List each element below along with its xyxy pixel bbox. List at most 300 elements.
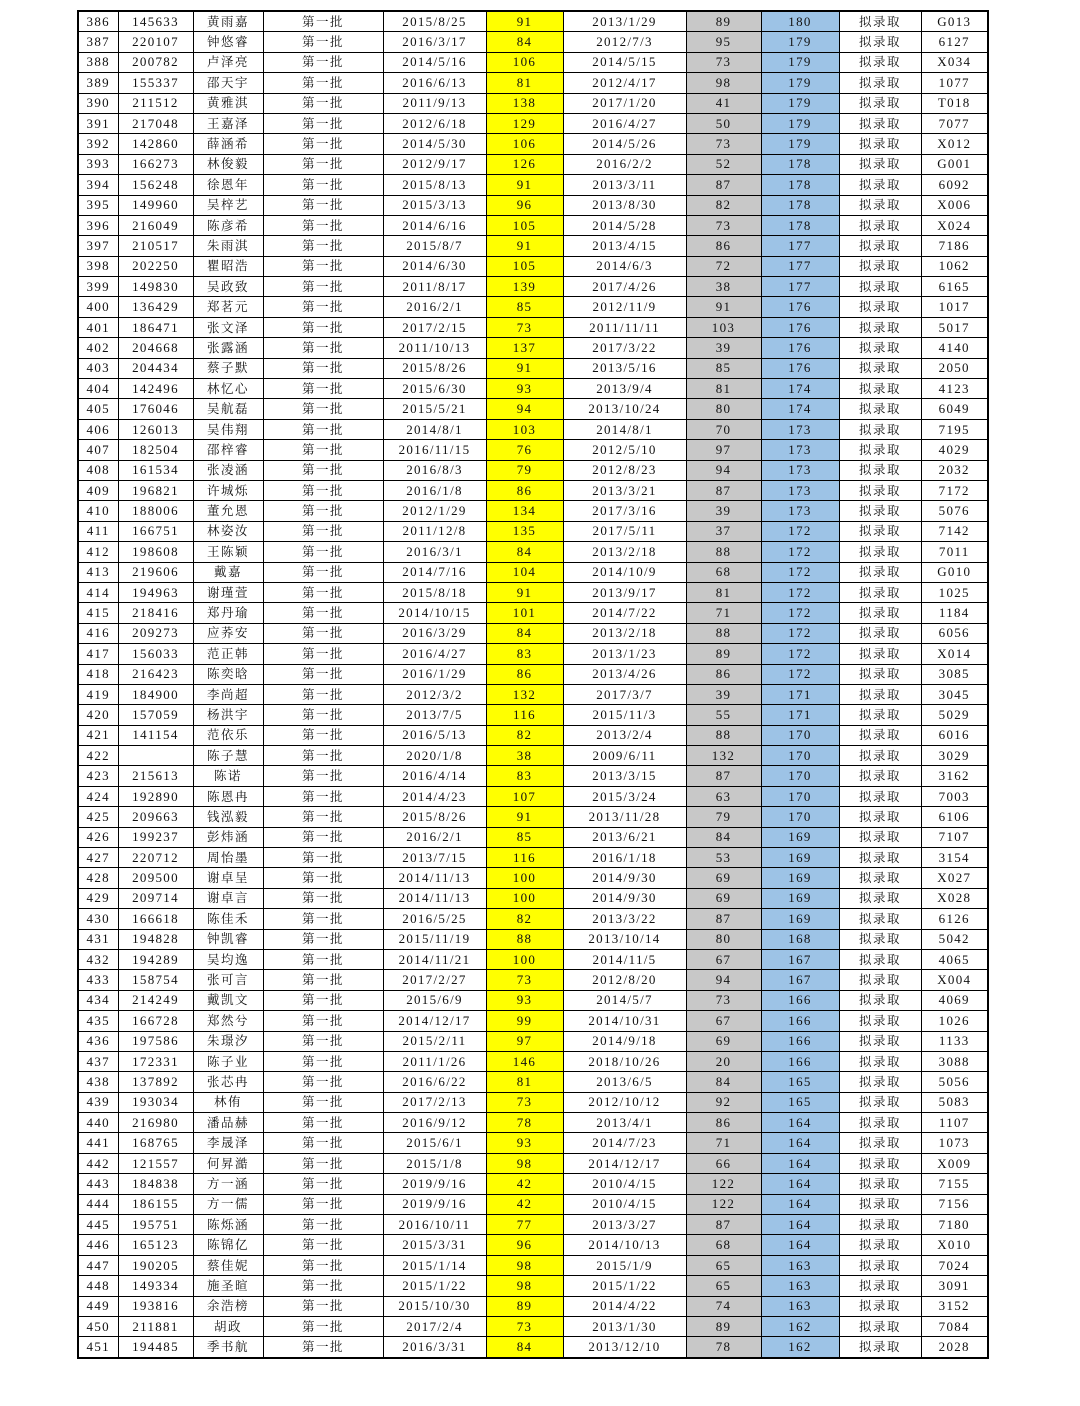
row-number-cell: 414: [78, 582, 118, 602]
student-id-cell: 210517: [118, 236, 193, 256]
months-cell: 79: [686, 807, 761, 827]
student-id-cell: 188006: [118, 501, 193, 521]
admission-status-cell: 拟录取: [839, 419, 921, 439]
score-cell: 42: [486, 1194, 563, 1214]
student-id-cell: 168765: [118, 1133, 193, 1153]
months-cell: 67: [686, 1011, 761, 1031]
student-name-cell: 应荞安: [193, 623, 263, 643]
batch-cell: 第一批: [263, 542, 383, 562]
table-row: [78, 1317, 988, 1337]
score-cell: 77: [486, 1215, 563, 1235]
total-score-cell: 166: [761, 1011, 839, 1031]
row-number-cell: 445: [78, 1215, 118, 1235]
date-cell: 2016/3/29: [383, 623, 486, 643]
total-score-cell: 170: [761, 746, 839, 766]
date-cell-secondary: 2013/10/14: [563, 929, 686, 949]
total-score-cell: 172: [761, 603, 839, 623]
months-cell: 41: [686, 93, 761, 113]
student-name-cell: 黄雨嘉: [193, 11, 263, 32]
months-cell: 91: [686, 297, 761, 317]
student-id-cell: 218416: [118, 603, 193, 623]
batch-cell: 第一批: [263, 1337, 383, 1358]
total-score-cell: 173: [761, 440, 839, 460]
student-name-cell: 林俊毅: [193, 154, 263, 174]
admission-status-cell: 拟录取: [839, 1051, 921, 1071]
score-cell: 134: [486, 501, 563, 521]
code-cell: 4140: [921, 338, 988, 358]
total-score-cell: 174: [761, 379, 839, 399]
row-number-cell: 403: [78, 358, 118, 378]
student-id-cell: 202250: [118, 256, 193, 276]
table-row: [78, 684, 988, 704]
months-cell: 87: [686, 1215, 761, 1235]
batch-cell: 第一批: [263, 521, 383, 541]
table-row: [78, 1215, 988, 1235]
admission-status-cell: 拟录取: [839, 297, 921, 317]
months-cell: 71: [686, 603, 761, 623]
total-score-cell: 172: [761, 542, 839, 562]
admission-status-cell: 拟录取: [839, 562, 921, 582]
date-cell-secondary: 2017/5/11: [563, 521, 686, 541]
score-cell: 96: [486, 195, 563, 215]
score-cell: 81: [486, 1072, 563, 1092]
student-id-cell: 149334: [118, 1276, 193, 1296]
months-cell: 88: [686, 725, 761, 745]
student-id-cell: 176046: [118, 399, 193, 419]
admission-status-cell: 拟录取: [839, 134, 921, 154]
student-name-cell: 王嘉泽: [193, 113, 263, 133]
months-cell: 94: [686, 460, 761, 480]
student-name-cell: 张露涵: [193, 338, 263, 358]
months-cell: 20: [686, 1051, 761, 1071]
student-id-cell: 214249: [118, 990, 193, 1010]
student-id-cell: 184838: [118, 1174, 193, 1194]
code-cell: 3152: [921, 1296, 988, 1316]
code-cell: X012: [921, 134, 988, 154]
score-cell: 103: [486, 419, 563, 439]
admission-status-cell: 拟录取: [839, 521, 921, 541]
total-score-cell: 172: [761, 521, 839, 541]
student-name-cell: 蔡佳妮: [193, 1255, 263, 1275]
months-cell: 87: [686, 175, 761, 195]
score-cell: 88: [486, 929, 563, 949]
score-cell: 93: [486, 1133, 563, 1153]
code-cell: X028: [921, 888, 988, 908]
date-cell: 2014/6/30: [383, 256, 486, 276]
total-score-cell: 164: [761, 1235, 839, 1255]
row-number-cell: 444: [78, 1194, 118, 1214]
score-cell: 76: [486, 440, 563, 460]
batch-cell: 第一批: [263, 256, 383, 276]
date-cell-secondary: 2013/11/28: [563, 807, 686, 827]
score-cell: 107: [486, 786, 563, 806]
row-number-cell: 412: [78, 542, 118, 562]
date-cell-secondary: 2014/5/15: [563, 52, 686, 72]
batch-cell: 第一批: [263, 419, 383, 439]
months-cell: 122: [686, 1174, 761, 1194]
score-cell: 85: [486, 827, 563, 847]
months-cell: 71: [686, 1133, 761, 1153]
score-cell: 84: [486, 542, 563, 562]
score-cell: 138: [486, 93, 563, 113]
date-cell: 2012/6/18: [383, 113, 486, 133]
months-cell: 86: [686, 664, 761, 684]
student-id-cell: 126013: [118, 419, 193, 439]
student-id-cell: 172331: [118, 1051, 193, 1071]
student-name-cell: 钟悠睿: [193, 32, 263, 52]
batch-cell: 第一批: [263, 1133, 383, 1153]
table-row: [78, 888, 988, 908]
date-cell: 2012/9/17: [383, 154, 486, 174]
months-cell: 67: [686, 949, 761, 969]
batch-cell: 第一批: [263, 990, 383, 1010]
total-score-cell: 164: [761, 1133, 839, 1153]
total-score-cell: 178: [761, 154, 839, 174]
score-cell: 126: [486, 154, 563, 174]
student-id-cell: 136429: [118, 297, 193, 317]
score-cell: 97: [486, 1031, 563, 1051]
admission-status-cell: 拟录取: [839, 277, 921, 297]
table-row: [78, 154, 988, 174]
admission-status-cell: 拟录取: [839, 990, 921, 1010]
admission-status-cell: 拟录取: [839, 195, 921, 215]
date-cell-secondary: 2013/3/27: [563, 1215, 686, 1235]
table-row: [78, 1133, 988, 1153]
score-cell: 99: [486, 1011, 563, 1031]
code-cell: 7156: [921, 1194, 988, 1214]
admission-status-cell: 拟录取: [839, 807, 921, 827]
code-cell: 1017: [921, 297, 988, 317]
table-row: [78, 562, 988, 582]
student-name-cell: 李尚超: [193, 684, 263, 704]
date-cell: 2016/5/25: [383, 909, 486, 929]
batch-cell: 第一批: [263, 317, 383, 337]
date-cell-secondary: 2015/3/24: [563, 786, 686, 806]
code-cell: 6056: [921, 623, 988, 643]
student-id-cell: 149960: [118, 195, 193, 215]
date-cell-secondary: 2010/4/15: [563, 1194, 686, 1214]
date-cell-secondary: 2012/7/3: [563, 32, 686, 52]
date-cell: 2016/3/17: [383, 32, 486, 52]
date-cell-secondary: 2014/9/30: [563, 868, 686, 888]
score-cell: 105: [486, 256, 563, 276]
code-cell: 3029: [921, 746, 988, 766]
admission-list-table: [77, 10, 989, 1359]
admission-status-cell: 拟录取: [839, 1215, 921, 1235]
date-cell-secondary: 2013/6/21: [563, 827, 686, 847]
admission-status-cell: 拟录取: [839, 501, 921, 521]
table-row: [78, 848, 988, 868]
total-score-cell: 179: [761, 113, 839, 133]
total-score-cell: 171: [761, 705, 839, 725]
table-row: [78, 195, 988, 215]
table-row: [78, 725, 988, 745]
admission-status-cell: 拟录取: [839, 1337, 921, 1358]
admission-status-cell: 拟录取: [839, 73, 921, 93]
student-id-cell: 192890: [118, 786, 193, 806]
score-cell: 91: [486, 236, 563, 256]
date-cell: 2016/1/8: [383, 480, 486, 500]
student-id-cell: 145633: [118, 11, 193, 32]
table-row: [78, 1113, 988, 1133]
student-name-cell: 徐恩年: [193, 175, 263, 195]
batch-cell: 第一批: [263, 949, 383, 969]
total-score-cell: 173: [761, 480, 839, 500]
table-row: [78, 1011, 988, 1031]
table-row: [78, 297, 988, 317]
total-score-cell: 166: [761, 990, 839, 1010]
row-number-cell: 425: [78, 807, 118, 827]
student-id-cell: 209500: [118, 868, 193, 888]
row-number-cell: 433: [78, 970, 118, 990]
score-cell: 85: [486, 297, 563, 317]
student-id-cell: 121557: [118, 1153, 193, 1173]
batch-cell: 第一批: [263, 664, 383, 684]
student-id-cell: 182504: [118, 440, 193, 460]
score-cell: 93: [486, 379, 563, 399]
student-name-cell: 郑茗元: [193, 297, 263, 317]
admission-status-cell: 拟录取: [839, 480, 921, 500]
months-cell: 86: [686, 236, 761, 256]
score-cell: 84: [486, 1337, 563, 1358]
table-row: [78, 623, 988, 643]
row-number-cell: 422: [78, 746, 118, 766]
admission-status-cell: 拟录取: [839, 746, 921, 766]
score-cell: 101: [486, 603, 563, 623]
total-score-cell: 163: [761, 1276, 839, 1296]
admission-status-cell: 拟录取: [839, 1276, 921, 1296]
batch-cell: 第一批: [263, 1215, 383, 1235]
admission-status-cell: 拟录取: [839, 1174, 921, 1194]
row-number-cell: 420: [78, 705, 118, 725]
row-number-cell: 438: [78, 1072, 118, 1092]
row-number-cell: 395: [78, 195, 118, 215]
code-cell: 6127: [921, 32, 988, 52]
student-name-cell: 许城烁: [193, 480, 263, 500]
code-cell: 6126: [921, 909, 988, 929]
student-name-cell: 彭炜涵: [193, 827, 263, 847]
admission-status-cell: 拟录取: [839, 582, 921, 602]
date-cell: 2015/10/30: [383, 1296, 486, 1316]
code-cell: 6106: [921, 807, 988, 827]
student-name-cell: 方一涵: [193, 1174, 263, 1194]
code-cell: 7172: [921, 480, 988, 500]
date-cell-secondary: 2014/7/22: [563, 603, 686, 623]
months-cell: 81: [686, 379, 761, 399]
months-cell: 69: [686, 868, 761, 888]
row-number-cell: 405: [78, 399, 118, 419]
date-cell-secondary: 2017/1/20: [563, 93, 686, 113]
code-cell: 1025: [921, 582, 988, 602]
table-row: [78, 929, 988, 949]
score-cell: 116: [486, 705, 563, 725]
months-cell: 65: [686, 1255, 761, 1275]
score-cell: 86: [486, 480, 563, 500]
student-name-cell: 董允恩: [193, 501, 263, 521]
date-cell: 2013/7/5: [383, 705, 486, 725]
total-score-cell: 179: [761, 134, 839, 154]
row-number-cell: 389: [78, 73, 118, 93]
admission-status-cell: 拟录取: [839, 1255, 921, 1275]
row-number-cell: 419: [78, 684, 118, 704]
table-row: [78, 379, 988, 399]
student-id-cell: 194289: [118, 949, 193, 969]
student-name-cell: 朱璟汐: [193, 1031, 263, 1051]
code-cell: 1133: [921, 1031, 988, 1051]
batch-cell: 第一批: [263, 868, 383, 888]
date-cell-secondary: 2014/9/18: [563, 1031, 686, 1051]
date-cell-secondary: 2016/2/2: [563, 154, 686, 174]
score-cell: 81: [486, 73, 563, 93]
row-number-cell: 418: [78, 664, 118, 684]
date-cell: 2014/11/13: [383, 888, 486, 908]
total-score-cell: 164: [761, 1113, 839, 1133]
code-cell: X009: [921, 1153, 988, 1173]
date-cell: 2014/4/23: [383, 786, 486, 806]
admission-status-cell: 拟录取: [839, 317, 921, 337]
date-cell-secondary: 2015/11/3: [563, 705, 686, 725]
total-score-cell: 162: [761, 1317, 839, 1337]
row-number-cell: 386: [78, 11, 118, 32]
student-id-cell: 194485: [118, 1337, 193, 1358]
student-id-cell: 215613: [118, 766, 193, 786]
student-name-cell: 陈奕晗: [193, 664, 263, 684]
date-cell: 2015/11/19: [383, 929, 486, 949]
months-cell: 122: [686, 1194, 761, 1214]
date-cell: 2014/12/17: [383, 1011, 486, 1031]
total-score-cell: 173: [761, 419, 839, 439]
student-name-cell: 陈子慧: [193, 746, 263, 766]
batch-cell: 第一批: [263, 786, 383, 806]
batch-cell: 第一批: [263, 1031, 383, 1051]
score-cell: 146: [486, 1051, 563, 1071]
admission-status-cell: 拟录取: [839, 154, 921, 174]
student-name-cell: 郑然兮: [193, 1011, 263, 1031]
admission-status-cell: 拟录取: [839, 215, 921, 235]
score-cell: 100: [486, 868, 563, 888]
date-cell-secondary: 2014/10/9: [563, 562, 686, 582]
months-cell: 87: [686, 480, 761, 500]
date-cell: 2015/8/18: [383, 582, 486, 602]
code-cell: 1077: [921, 73, 988, 93]
months-cell: 81: [686, 582, 761, 602]
student-name-cell: 张可言: [193, 970, 263, 990]
score-cell: 98: [486, 1255, 563, 1275]
row-number-cell: 451: [78, 1337, 118, 1358]
code-cell: 7003: [921, 786, 988, 806]
date-cell: 2016/2/1: [383, 297, 486, 317]
table-row: [78, 1174, 988, 1194]
student-name-cell: 潘品赫: [193, 1113, 263, 1133]
score-cell: 129: [486, 113, 563, 133]
admission-status-cell: 拟录取: [839, 1092, 921, 1112]
total-score-cell: 177: [761, 277, 839, 297]
student-name-cell: 卢泽亮: [193, 52, 263, 72]
table-row: [78, 1051, 988, 1071]
total-score-cell: 163: [761, 1255, 839, 1275]
batch-cell: 第一批: [263, 379, 383, 399]
table-row: [78, 603, 988, 623]
table-row: [78, 32, 988, 52]
batch-cell: 第一批: [263, 134, 383, 154]
row-number-cell: 393: [78, 154, 118, 174]
date-cell: 2014/7/16: [383, 562, 486, 582]
total-score-cell: 165: [761, 1092, 839, 1112]
row-number-cell: 430: [78, 909, 118, 929]
table-row: [78, 521, 988, 541]
student-name-cell: 施圣暄: [193, 1276, 263, 1296]
date-cell: 2012/3/2: [383, 684, 486, 704]
student-id-cell: 149830: [118, 277, 193, 297]
admission-status-cell: 拟录取: [839, 113, 921, 133]
score-cell: 106: [486, 134, 563, 154]
batch-cell: 第一批: [263, 623, 383, 643]
code-cell: 6016: [921, 725, 988, 745]
student-name-cell: 郑丹瑜: [193, 603, 263, 623]
admission-status-cell: 拟录取: [839, 256, 921, 276]
code-cell: 7024: [921, 1255, 988, 1275]
student-name-cell: 李晟泽: [193, 1133, 263, 1153]
score-cell: 84: [486, 623, 563, 643]
row-number-cell: 400: [78, 297, 118, 317]
row-number-cell: 446: [78, 1235, 118, 1255]
total-score-cell: 177: [761, 236, 839, 256]
date-cell: 2015/2/11: [383, 1031, 486, 1051]
date-cell: 2015/1/22: [383, 1276, 486, 1296]
date-cell-secondary: 2014/6/3: [563, 256, 686, 276]
date-cell: 2016/3/1: [383, 542, 486, 562]
date-cell: 2016/4/27: [383, 644, 486, 664]
batch-cell: 第一批: [263, 236, 383, 256]
table-row: [78, 480, 988, 500]
admission-status-cell: 拟录取: [839, 705, 921, 725]
total-score-cell: 178: [761, 175, 839, 195]
months-cell: 73: [686, 215, 761, 235]
admission-status-cell: 拟录取: [839, 1235, 921, 1255]
months-cell: 74: [686, 1296, 761, 1316]
batch-cell: 第一批: [263, 1194, 383, 1214]
date-cell: 2012/1/29: [383, 501, 486, 521]
table-row: [78, 909, 988, 929]
student-name-cell: 钟凯睿: [193, 929, 263, 949]
student-id-cell: 197586: [118, 1031, 193, 1051]
student-name-cell: 林姿汝: [193, 521, 263, 541]
score-cell: 91: [486, 582, 563, 602]
score-cell: 135: [486, 521, 563, 541]
total-score-cell: 178: [761, 215, 839, 235]
student-id-cell: 161534: [118, 460, 193, 480]
admission-status-cell: 拟录取: [839, 949, 921, 969]
score-cell: 78: [486, 1113, 563, 1133]
months-cell: 80: [686, 929, 761, 949]
score-cell: 137: [486, 338, 563, 358]
months-cell: 89: [686, 644, 761, 664]
score-cell: 83: [486, 766, 563, 786]
months-cell: 73: [686, 990, 761, 1010]
code-cell: 6049: [921, 399, 988, 419]
student-id-cell: 195751: [118, 1215, 193, 1235]
date-cell-secondary: 2013/6/5: [563, 1072, 686, 1092]
months-cell: 52: [686, 154, 761, 174]
student-id-cell: 204434: [118, 358, 193, 378]
code-cell: 7011: [921, 542, 988, 562]
total-score-cell: 166: [761, 1031, 839, 1051]
total-score-cell: 168: [761, 929, 839, 949]
total-score-cell: 179: [761, 32, 839, 52]
student-id-cell: 166728: [118, 1011, 193, 1031]
student-name-cell: 胡政: [193, 1317, 263, 1337]
student-name-cell: 陈恩冉: [193, 786, 263, 806]
